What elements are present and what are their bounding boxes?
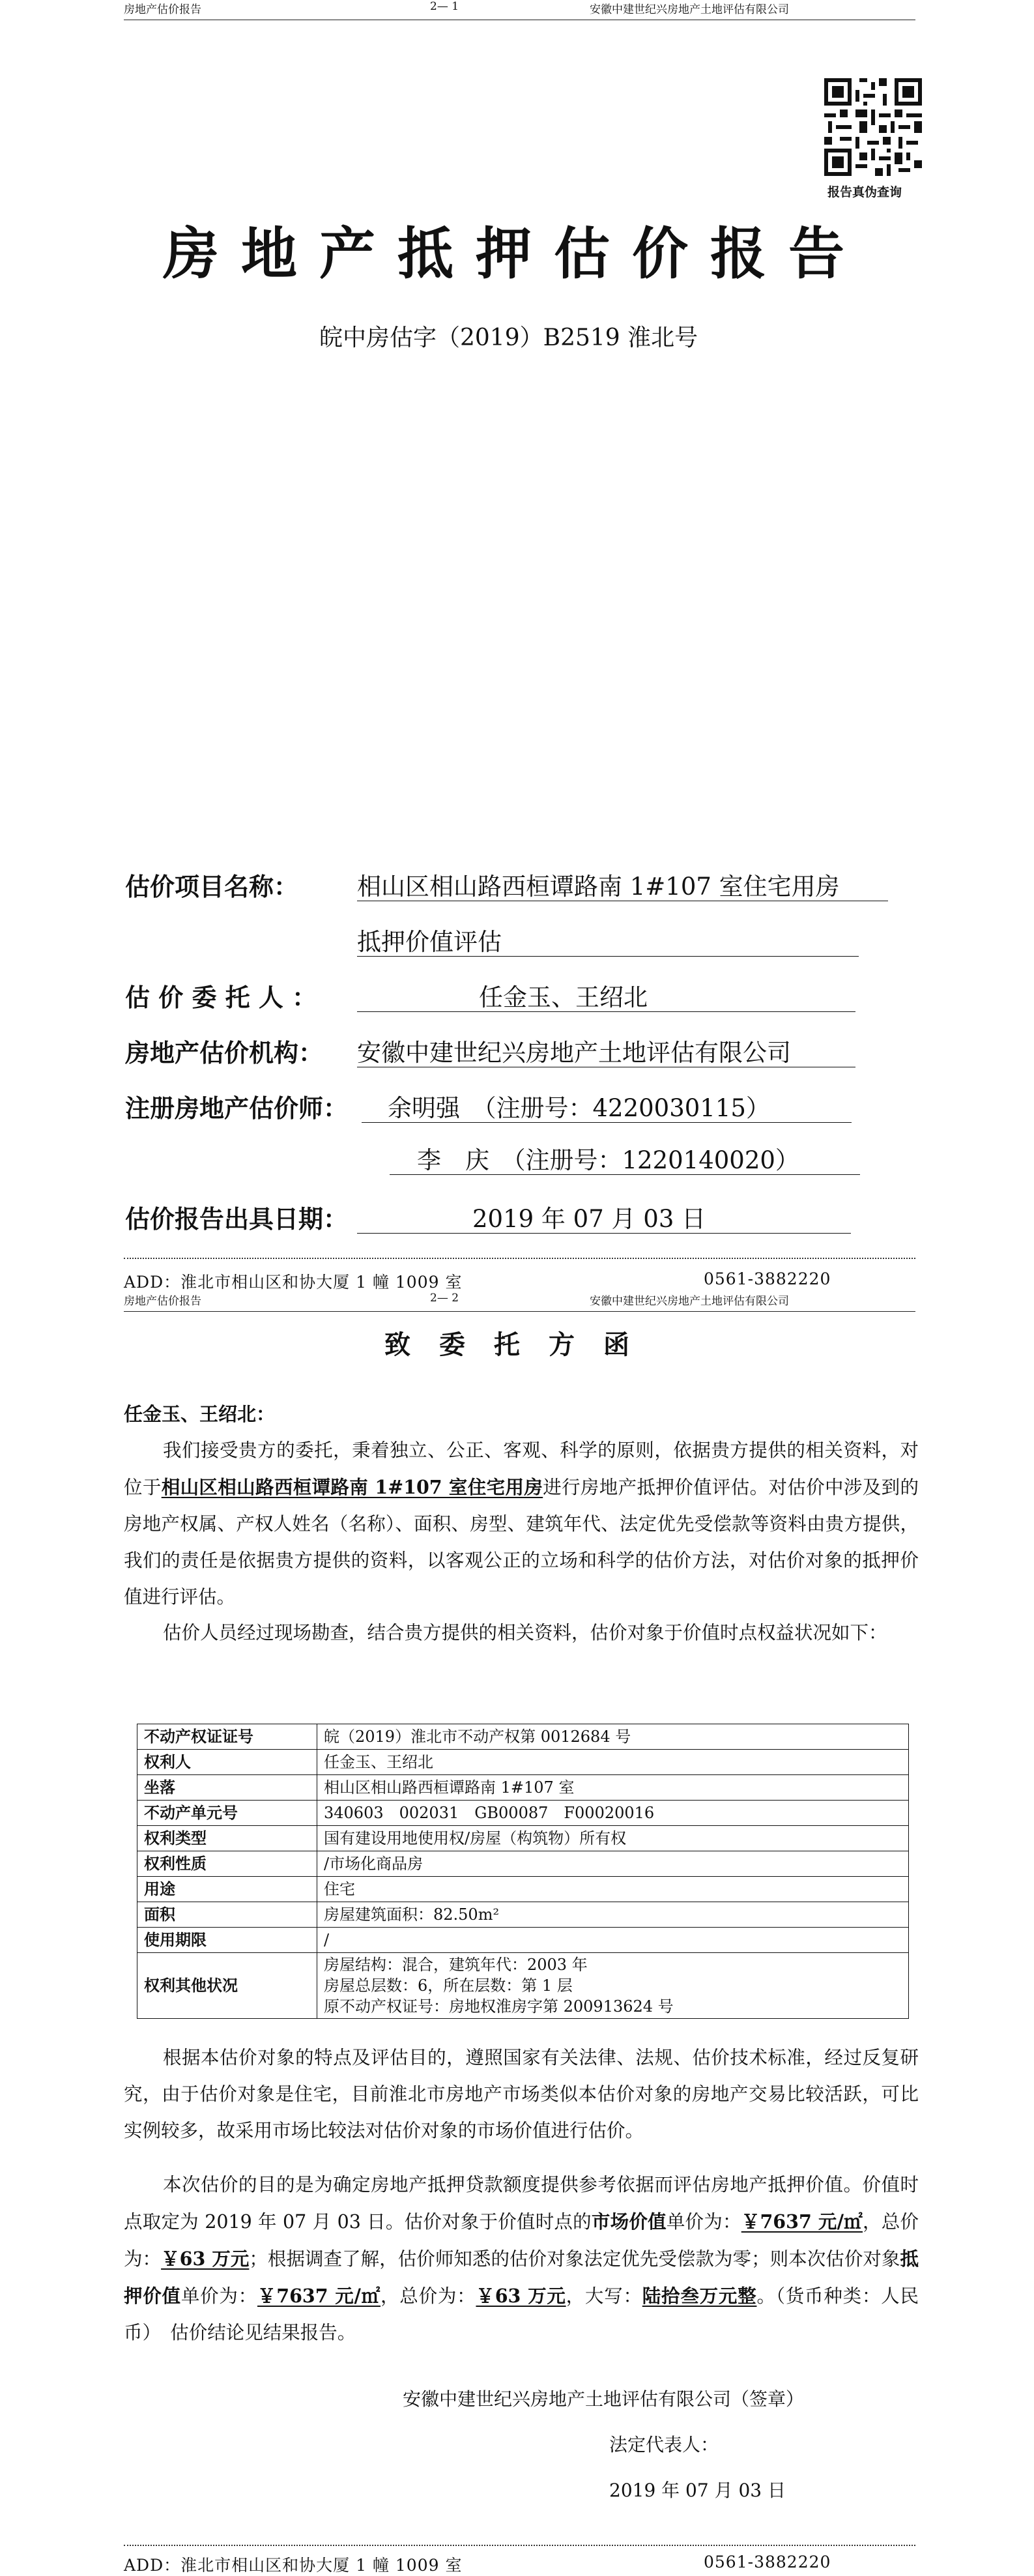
page2-header-page-number: 2— 2 — [430, 1292, 459, 1305]
para1-text-c: 进行房地产抵押价值评估。对估价中涉及到的房地产权属、产权人姓名（名称）、面积、房型、建筑年代、法定优先受偿款等资料由贵方提供，我们的责任是依据贵方提供的资料，以客观公正的立场和科学的估价方法，对估价对象的抵押价值进行评估。 — [124, 1477, 919, 1608]
para4-text: ，总价为： — [381, 2285, 476, 2307]
mortgage-value-label: 抵押价值 — [124, 2248, 919, 2307]
appraiser-1-underline — [362, 1122, 852, 1123]
market-value-label: 市场价值 — [591, 2210, 667, 2233]
page1-header-right: 安徽中建世纪兴房地产土地评估有限公司 — [590, 3, 789, 16]
table-row — [137, 1826, 909, 1851]
table-value-line: 国有建设用地使用权/房屋（构筑物）所有权 — [324, 1829, 627, 1847]
page2-header-left: 房地产估价报告 — [124, 1295, 201, 1308]
report-date-label: 估价报告出具日期： — [125, 1204, 349, 1234]
report-number: 皖中房估字（2019）B2519 淮北号 — [319, 325, 698, 351]
table-key-cell: 权利人 — [137, 1750, 317, 1775]
report-title: 房地产抵押估价报告 — [163, 221, 867, 287]
table-key-cell: 面积 — [137, 1902, 317, 1928]
project-name-value-line2: 抵押价值评估 — [357, 928, 502, 956]
table-value-line: 任金玉、王绍北 — [324, 1753, 433, 1771]
para4-text: ，大写： — [566, 2285, 642, 2307]
para4-text: ，总价为： — [124, 2211, 919, 2270]
table-key-cell: 不动产权证证号 — [137, 1724, 317, 1750]
para4-text: 单价为： — [180, 2285, 257, 2307]
letter-salutation: 任金玉、王绍北： — [124, 1403, 276, 1425]
table-value-cell — [317, 1851, 909, 1877]
letter-title: 致委托方函 — [384, 1329, 658, 1360]
letter-paragraph-2: 估价人员经过现场勘查，结合贵方提供的相关资料，估价对象于价值时点权益状况如下： — [163, 1622, 887, 1643]
table-row — [137, 1775, 909, 1801]
para4-text: ；根据调查了解，估价师知悉的估价对象法定优先受偿款为零；则本次估价对象 — [249, 2248, 900, 2270]
table-value-line: /市场化商品房 — [324, 1855, 424, 1873]
client-underline — [357, 1011, 855, 1012]
report-date-value: 2019 年 07 月 03 日 — [472, 1205, 706, 1233]
signature-date: 2019 年 07 月 03 日 — [609, 2480, 786, 2501]
mortgage-amount-in-words: 陆拾叁万元整 — [642, 2285, 757, 2307]
client-label: 估 价 委 托 人 ： — [125, 983, 317, 1012]
table-row — [137, 1724, 909, 1750]
mortgage-unit-price: ￥7637 元/㎡ — [257, 2285, 381, 2307]
page2-footer-phone: 0561-3882220 — [704, 2553, 831, 2571]
table-value-cell — [317, 1775, 909, 1801]
page1-header-left: 房地产估价报告 — [124, 3, 201, 16]
table-row — [137, 1851, 909, 1877]
mortgage-total-price: ￥63 万元 — [476, 2285, 566, 2307]
table-row — [137, 1902, 909, 1928]
page2-footer-rule — [124, 2545, 915, 2546]
table-key-cell: 用途 — [137, 1877, 317, 1902]
property-address-highlight: 相山区相山路西桓谭路南 1#107 室住宅用房 — [161, 1476, 543, 1498]
letter-paragraph-4 — [124, 2167, 919, 2351]
qr-caption: 报告真伪查询 — [827, 185, 902, 199]
table-key-cell: 使用期限 — [137, 1928, 317, 1953]
project-name-label: 估价项目名称： — [125, 872, 299, 901]
legal-representative-label: 法定代表人： — [609, 2434, 719, 2455]
table-value-line: 相山区相山路西桓谭路南 1#107 室 — [324, 1778, 575, 1797]
table-value-cell — [317, 1724, 909, 1750]
table-value-line: 房屋结构：混合，建筑年代：2003 年 — [324, 1956, 588, 1974]
table-key-cell: 权利其他状况 — [137, 1953, 317, 2019]
table-key-cell: 权利类型 — [137, 1826, 317, 1851]
letter-paragraph-3: 根据本估价对象的特点及评估目的，遵照国家有关法律、法规、估价技术标准，经过反复研究，由于估价对象是住宅，目前淮北市房地产市场类似本估价对象的房地产交易比较活跃，可比实例较多，故采用市场比较法对估价对象的市场价值进行估价。 — [124, 2047, 919, 2141]
appraiser-label: 注册房地产估价师： — [125, 1093, 349, 1123]
table-row — [137, 1801, 909, 1826]
appraiser-2-underline — [390, 1174, 860, 1175]
market-unit-price: ￥7637 元/㎡ — [741, 2210, 863, 2233]
agency-value: 安徽中建世纪兴房地产土地评估有限公司 — [357, 1039, 791, 1067]
table-value-line: 340603 002031 GB00087 F00020016 — [324, 1804, 655, 1822]
client-value: 任金玉、王绍北 — [479, 983, 648, 1011]
appraiser-2-value: 李 庆 （注册号：1220140020） — [417, 1146, 799, 1174]
property-rights-table — [137, 1724, 909, 2019]
table-value-cell — [317, 1750, 909, 1775]
table-key-cell: 不动产单元号 — [137, 1801, 317, 1826]
table-value-line: 房屋总层数：6，所在层数：第 1 层 — [324, 1976, 573, 1995]
page2-footer-address: ADD：淮北市相山区和协大厦 1 幢 1009 室 — [124, 2556, 463, 2575]
table-value-line: 住宅 — [324, 1880, 355, 1898]
qr-code-icon — [824, 78, 922, 176]
project-name-underline-2 — [357, 956, 859, 957]
table-row — [137, 1953, 909, 2019]
para4-text: 单价为： — [666, 2211, 741, 2233]
table-value-line: 原不动产权证号：房地权淮房字第 200913624 号 — [324, 1997, 674, 2016]
para4-text: 。（货币种类：人民币） 估价结论见结果报告。 — [124, 2285, 919, 2343]
table-value-cell — [317, 1877, 909, 1902]
table-value-line: / — [324, 1931, 330, 1949]
project-name-value-line1: 相山区相山路西桓谭路南 1#107 室住宅用房 — [357, 873, 840, 901]
table-row — [137, 1928, 909, 1953]
table-value-line: 皖（2019）淮北市不动产权第 0012684 号 — [324, 1728, 631, 1746]
table-row — [137, 1750, 909, 1775]
table-value-line: 房屋建筑面积：82.50m² — [324, 1905, 500, 1924]
table-row — [137, 1877, 909, 1902]
table-value-cell — [317, 1928, 909, 1953]
page2-header-rule — [124, 1311, 915, 1312]
table-value-cell — [317, 1902, 909, 1928]
letter-paragraph-1 — [124, 1432, 919, 1615]
table-value-cell — [317, 1953, 909, 2019]
appraiser-1-value: 余明强 （注册号：4220030115） — [388, 1094, 770, 1122]
table-value-cell — [317, 1826, 909, 1851]
table-value-cell — [317, 1801, 909, 1826]
agency-label: 房地产估价机构： — [125, 1038, 324, 1067]
page1-footer-phone: 0561-3882220 — [704, 1269, 831, 1288]
page1-footer-rule — [124, 1258, 915, 1259]
page1-footer-address: ADD：淮北市相山区和协大厦 1 幢 1009 室 — [124, 1273, 463, 1292]
report-date-underline — [357, 1233, 851, 1234]
para1-text-a: 我们接受贵方的委托，秉着独立、公正、客观、科学的原则，依据贵方提供的相关资料，对位于 — [124, 1440, 919, 1498]
para4-text: 本次估价的目的是为确定房地产抵押贷款额度提供参考依据而评估房地产抵押价值。价值时点取定为 2019 年 07 月 03 日。估价对象于价值时点的 — [124, 2174, 919, 2233]
page1-header-page-number: 2— 1 — [430, 0, 459, 13]
signature-company: 安徽中建世纪兴房地产土地评估有限公司（签章） — [403, 2388, 805, 2410]
page2-header-right: 安徽中建世纪兴房地产土地评估有限公司 — [590, 1295, 789, 1308]
table-key-cell: 权利性质 — [137, 1851, 317, 1877]
market-total-price: ￥63 万元 — [161, 2248, 250, 2270]
table-key-cell: 坐落 — [137, 1775, 317, 1801]
